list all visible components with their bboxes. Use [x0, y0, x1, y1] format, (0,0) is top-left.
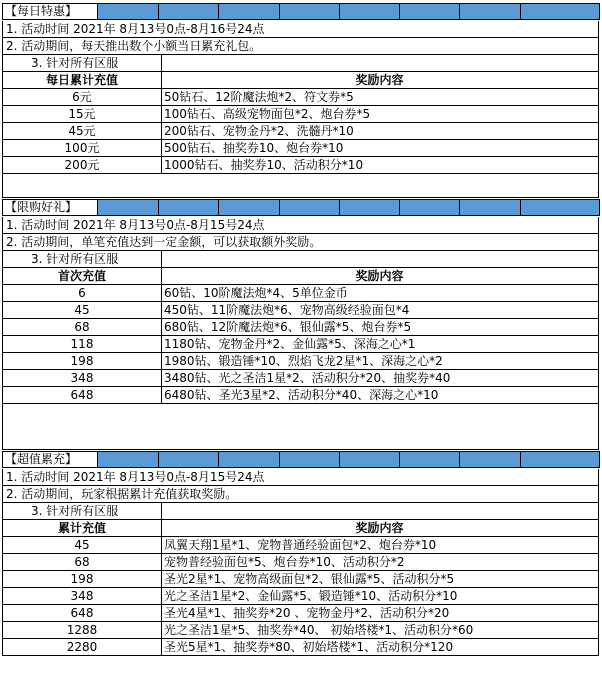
- header-fill-cell: [460, 3, 521, 20]
- table-row-amount: 45: [2, 537, 162, 554]
- scope-empty-cell: [161, 55, 599, 72]
- table-row-amount: 45: [2, 302, 162, 319]
- table-row-amount: 648: [2, 605, 162, 622]
- header-fill-cell: [219, 451, 280, 468]
- header-fill-cell: [280, 199, 340, 216]
- header-fill-cell: [98, 3, 159, 20]
- table-row-amount: 45元: [2, 123, 162, 140]
- column-header-amount: 首次充值: [2, 268, 162, 285]
- table-row-amount: 2280: [2, 639, 162, 656]
- scope-empty-cell: [161, 503, 599, 520]
- table-row-reward: 光之圣洁1星*5、抽奖券*40、 初始塔楼*1、活动积分*60: [161, 622, 599, 639]
- table-row-reward: 500钻石、抽奖券10、炮台券*10: [161, 140, 599, 157]
- activity-info-line: 1. 活动时间 2021年 8月13号0点-8月15号24点: [2, 469, 599, 486]
- activity-info-line: 2. 活动期间，玩家根据累计充值获取奖励。: [2, 486, 599, 503]
- header-fill-cell: [159, 3, 219, 20]
- header-fill-cell: [280, 451, 340, 468]
- header-fill-cell: [219, 3, 280, 20]
- activity-info-line: 2. 活动期间，每天推出数个小额当日累充礼包。: [2, 38, 599, 55]
- section-title: 【超值累充】: [2, 451, 98, 468]
- table-row-amount: 198: [2, 571, 162, 588]
- scope-empty-cell: [161, 251, 599, 268]
- header-fill-cell: [400, 199, 460, 216]
- column-header-reward: 奖励内容: [161, 72, 599, 89]
- table-row-amount: 348: [2, 370, 162, 387]
- table-row-reward: 3480钻、光之圣洁1星*2、活动积分*20、抽奖券*40: [161, 370, 599, 387]
- activity-info-line: 2. 活动期间，单笔充值达到一定金额，可以获取额外奖励。: [2, 234, 599, 251]
- table-row-amount: 6: [2, 285, 162, 302]
- header-fill-cell: [460, 451, 521, 468]
- table-row-reward: 圣光2星*1、宠物高级面包*2、银仙露*5、活动积分*5: [161, 571, 599, 588]
- table-row-amount: 68: [2, 554, 162, 571]
- section-header-bar: [0, 198, 602, 217]
- section-header-bar: [0, 2, 602, 21]
- table-row-reward: 凤翼天翔1星*1、宠物普通经验面包*2、炮台券*10: [161, 537, 599, 554]
- table-row-reward: 圣光4星*1、抽奖券*20 、宠物金丹*2、活动积分*20: [161, 605, 599, 622]
- column-header-amount: 每日累计充值: [2, 72, 162, 89]
- section-title: 【限购好礼】: [2, 199, 98, 216]
- column-header-reward: 奖励内容: [161, 268, 599, 285]
- table-row-amount: 100元: [2, 140, 162, 157]
- table-row-amount: 6元: [2, 89, 162, 106]
- table-row-amount: 348: [2, 588, 162, 605]
- table-row-amount: 1288: [2, 622, 162, 639]
- column-header-reward: 奖励内容: [161, 520, 599, 537]
- header-fill-cell: [460, 199, 521, 216]
- section-title: 【每日特惠】: [2, 3, 98, 20]
- header-fill-cell: [400, 451, 460, 468]
- table-row-reward: 100钻石、高级宠物面包*2、炮台券*5: [161, 106, 599, 123]
- header-fill-cell: [521, 451, 600, 468]
- activity-info-line: 1. 活动时间 2021年 8月13号0点-8月15号24点: [2, 217, 599, 234]
- table-row-amount: 68: [2, 319, 162, 336]
- table-row-amount: 15元: [2, 106, 162, 123]
- table-row-reward: 宠物普经验面包*5、炮台券*10、活动积分*2: [161, 554, 599, 571]
- table-row-reward: 200钻石、宠物金丹*2、洗髓丹*10: [161, 123, 599, 140]
- header-fill-cell: [159, 451, 219, 468]
- scope-label: 3. 针对所有区服: [2, 503, 162, 520]
- header-fill-cell: [98, 199, 159, 216]
- table-row-reward: 50钻石、12阶魔法炮*2、符文券*5: [161, 89, 599, 106]
- empty-sheet-row: [2, 404, 599, 450]
- header-fill-cell: [340, 451, 400, 468]
- column-header-amount: 累计充值: [2, 520, 162, 537]
- table-row-reward: 450钻、11阶魔法炮*6、宠物高级经验面包*4: [161, 302, 599, 319]
- activity-info-line: 1. 活动时间 2021年 8月13号0点-8月16号24点: [2, 21, 599, 38]
- empty-sheet-row: [2, 174, 599, 198]
- table-row-amount: 648: [2, 387, 162, 404]
- table-row-reward: 1980钻、锻造锤*10、烈焰飞龙2星*1、深海之心*2: [161, 353, 599, 370]
- table-row-reward: 1000钻石、抽奖券10、活动积分*10: [161, 157, 599, 174]
- section-header-bar: [0, 450, 602, 469]
- header-fill-cell: [521, 199, 600, 216]
- header-fill-cell: [98, 451, 159, 468]
- header-fill-cell: [340, 199, 400, 216]
- scope-label: 3. 针对所有区服: [2, 251, 162, 268]
- table-row-reward: 680钻、12阶魔法炮*6、银仙露*5、炮台券*5: [161, 319, 599, 336]
- table-row-amount: 118: [2, 336, 162, 353]
- header-fill-cell: [219, 199, 280, 216]
- table-row-reward: 6480钻、圣光3星*2、活动积分*40、深海之心*10: [161, 387, 599, 404]
- scope-label: 3. 针对所有区服: [2, 55, 162, 72]
- header-fill-cell: [400, 3, 460, 20]
- table-row-reward: 圣光5星*1、抽奖券*80、初始塔楼*1、活动积分*120: [161, 639, 599, 656]
- table-row-reward: 光之圣洁1星*2、金仙露*5、锻造锤*10、活动积分*10: [161, 588, 599, 605]
- table-row-reward: 60钻、10阶魔法炮*4、5单位金币: [161, 285, 599, 302]
- table-row-amount: 200元: [2, 157, 162, 174]
- header-fill-cell: [521, 3, 600, 20]
- table-row-amount: 198: [2, 353, 162, 370]
- header-fill-cell: [280, 3, 340, 20]
- header-fill-cell: [159, 199, 219, 216]
- table-row-reward: 1180钻、宠物金丹*2、金仙露*5、深海之心*1: [161, 336, 599, 353]
- header-fill-cell: [340, 3, 400, 20]
